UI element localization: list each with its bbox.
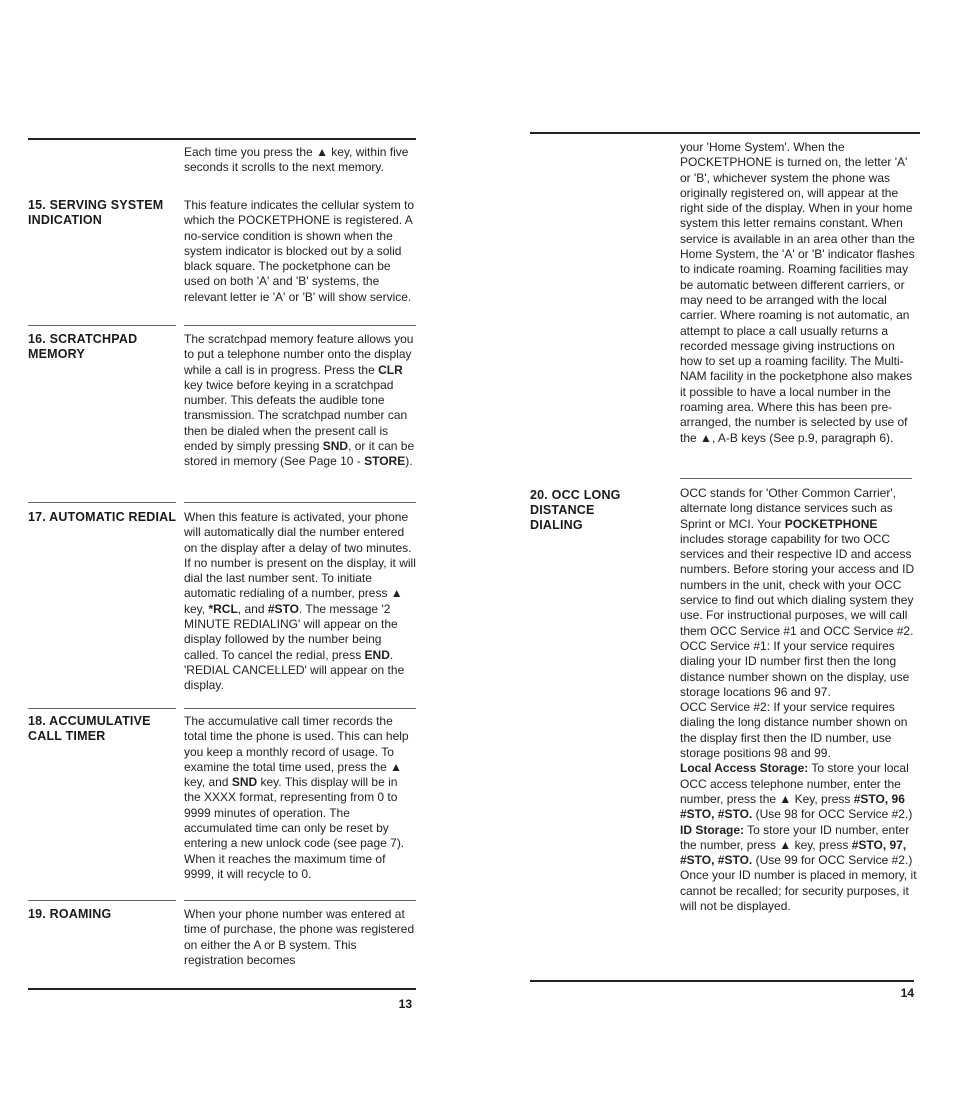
- entry-body: When this feature is activated, your phone will automatically dial the number entered on the display after a delay of two minutes. If no number is present on the display, it will dial the last number sent. To initiate automatic redialing of a number, press ▲ key, *RCL, and #STO. The message '2 MINUTE REDIALING' will appear on the display followed by the number being called. To cancel the redial, press END. 'REDIAL CANCELLED' will appear on the display.: [184, 510, 416, 693]
- intro-text: Each time you press the ▲ key, within five seconds it scrolls to the next memory.: [184, 145, 409, 175]
- entry-heading: 15. SERVING SYSTEM INDICATION: [28, 198, 164, 227]
- entry-body: The accumulative call timer records the total time the phone is used. This can help you keep a monthly record of usage. To examine the total time used, press the ▲ key, and SND key. This display will be in the XXXX format, representing from 0 to 9999 minutes of operation. The accumulated time can only be reset by entering a new unlock code (see page 7). When it reaches the maximum time of 9999, it will recycle to 0.: [184, 714, 409, 881]
- divider: [680, 478, 912, 479]
- divider: [184, 900, 416, 901]
- entry-body: When your phone number was entered at time of purchase, the phone was registered on either the A or B system. This registration becomes: [184, 907, 415, 967]
- page-number: 13: [398, 997, 412, 1011]
- page-number: 14: [900, 986, 914, 1000]
- divider: [28, 502, 176, 503]
- entry-heading: 20. OCC LONG DISTANCE DIALING: [530, 488, 621, 532]
- right-page: [530, 0, 920, 1119]
- left-page: [28, 0, 416, 1119]
- divider: [184, 325, 416, 326]
- bottom-rule: [28, 988, 416, 990]
- entry-body: The scratchpad memory feature allows you to put a telephone number onto the display while a call is in progress. Press the CLR key twice before keying in a scratchpad number. This defeats the audible tone transmission. The scratchpad number can then be dialed when the present call is ended by simply pressing SND, or it can be stored in memory (See Page 10 - STORE).: [184, 332, 415, 469]
- divider: [28, 900, 176, 901]
- entry-heading: 16. SCRATCHPAD MEMORY: [28, 332, 138, 361]
- entry-heading: 18. ACCUMULATIVE CALL TIMER: [28, 714, 151, 743]
- top-rule: [530, 132, 920, 134]
- entry-heading: 19. ROAMING: [28, 907, 112, 921]
- entry-body: This feature indicates the cellular system to which the POCKETPHONE is registered. A no-service condition is shown when the system indicator is blocked out by a solid black square. The pocketphone can be used on both 'A' and 'B' systems, the relevant letter ie 'A' or 'B' will show service.: [184, 198, 415, 304]
- divider: [28, 708, 176, 709]
- divider: [184, 502, 416, 503]
- top-rule: [28, 138, 416, 140]
- divider: [28, 325, 176, 326]
- roaming-continuation-text: your 'Home System'. When the POCKETPHONE is turned on, the letter 'A' or 'B', whichever system the phone was originally registered on, will appear at the right side of the display. When in your home system this letter remains constant. When service is available in an area other than the Home System, the 'A' or 'B' indicator flashes to indicate roaming. Roaming facilities may be automatic between different carriers, or may need to be arranged with the local carrier. Where roaming is not automatic, an attempt to place a call usually returns a recorded message giving instructions on how to set up a roaming facility. The Multi-NAM facility in the pocketphone also makes it possible to have a local number in the roaming area. Where this has been pre-arranged, the number is selected by use of the ▲, A-B keys (See p.9, paragraph 6).: [680, 140, 915, 445]
- entry-body: OCC stands for 'Other Common Carrier', alternate long distance services such as Sprint or MCI. Your POCKETPHONE includes storage capability for two OCC services and their respective ID and access numbers. Before storing your access and ID numbers in the unit, check with your OCC service to find out which dialing system they use. For instructional purposes, we will call them OCC Service #1 and OCC Service #2. OCC Service #1: If your service requires dialing your ID number first then the long distance number shown on the display, use storage locations 96 and 97. OCC Service #2: If your service requires dialing the long distance number shown on the display first then the ID number, use storage positions 98 and 99. Local Access Storage: To store your local OCC access telephone number, enter the number, press the ▲ Key, press #STO, 96 #STO, #STO. (Use 98 for OCC Service #2.) ID Storage: To store your ID number, enter the number, press ▲ key, press #STO, 97, #STO, #STO. (Use 99 for OCC Service #2.) Once your ID number is placed in memory, it cannot be recalled; for security purposes, it will not be displayed.: [680, 486, 917, 914]
- divider: [184, 708, 416, 709]
- entry-heading: 17. AUTOMATIC REDIAL: [28, 510, 177, 524]
- bottom-rule: [530, 980, 914, 982]
